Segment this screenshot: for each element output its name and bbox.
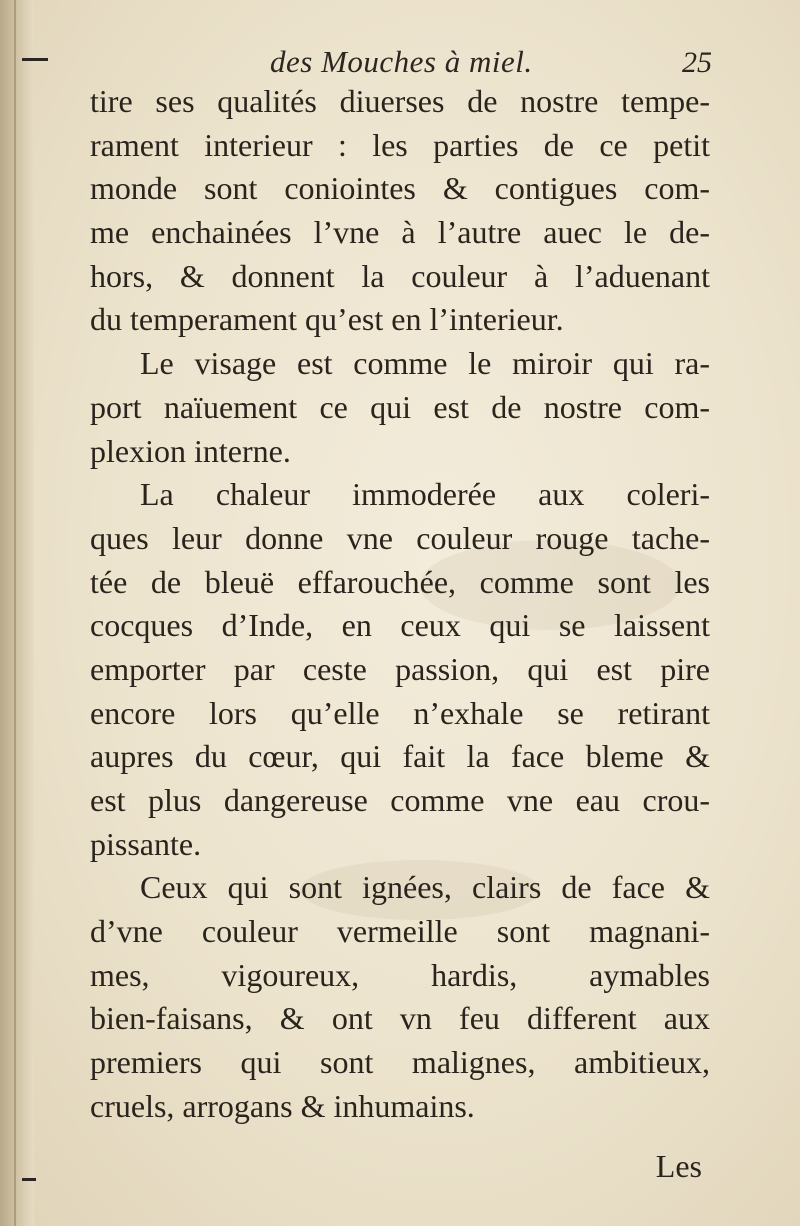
binding-gutter xyxy=(0,0,34,1226)
text-line: cocques d’Inde, en ceux qui se laissent xyxy=(90,607,710,644)
text-line: Le visage est comme le miroir qui ra- xyxy=(140,345,710,382)
text-line: port naïuement ce qui est de nostre com- xyxy=(90,388,710,425)
text-line: monde sont coniointes & contigues com- xyxy=(90,170,710,207)
text-line: plexion interne. xyxy=(90,432,291,469)
text-line: ques leur donne vne couleur rouge tache- xyxy=(90,519,710,556)
text-line: emporter par ceste passion, qui est pire xyxy=(90,650,710,687)
text-line: rament interieur : les parties de ce petit xyxy=(90,126,710,163)
text-line: du temperament qu’est en l’interieur. xyxy=(90,301,564,338)
text-line: pissante. xyxy=(90,825,202,862)
text-line: aupres du cœur, qui fait la face bleme & xyxy=(90,738,710,775)
text-line: hors, & donnent la couleur à l’aduenant xyxy=(90,257,710,294)
text-line: encore lors qu’elle n’exhale se retirant xyxy=(90,694,710,731)
text-line: cruels, arrogans & inhumains. xyxy=(90,1087,475,1124)
text-line: est plus dangereuse comme vne eau crou- xyxy=(90,782,710,818)
text-line: tire ses qualités diuerses de nostre tempe- xyxy=(90,83,710,119)
text-line: d’vne couleur vermeille sont magnani- xyxy=(90,913,710,950)
text-line: premiers qui sont malignes, ambitieux, xyxy=(90,1044,710,1081)
catchword: Les xyxy=(655,1148,702,1184)
text-line: mes, vigoureux, hardis, aymables xyxy=(90,956,710,993)
text-line: Ceux qui sont ignées, clairs de face & xyxy=(140,869,710,906)
text-line: me enchainées l’vne à l’autre auec le de- xyxy=(90,214,710,251)
running-title: des Mouches à miel. xyxy=(270,44,533,79)
body-text xyxy=(90,80,710,1129)
text-line: bien-faisans, & ont vn feu different aux xyxy=(90,1000,710,1037)
text-line: tée de bleuë effarouchée, comme sont les xyxy=(90,563,710,600)
text-line: La chaleur immoderée aux coleri- xyxy=(140,476,710,513)
binding-thread-mark xyxy=(22,58,48,61)
page-number: 25 xyxy=(682,46,712,79)
gutter-fold-line xyxy=(14,0,16,1226)
binding-thread-mark xyxy=(22,1178,36,1181)
